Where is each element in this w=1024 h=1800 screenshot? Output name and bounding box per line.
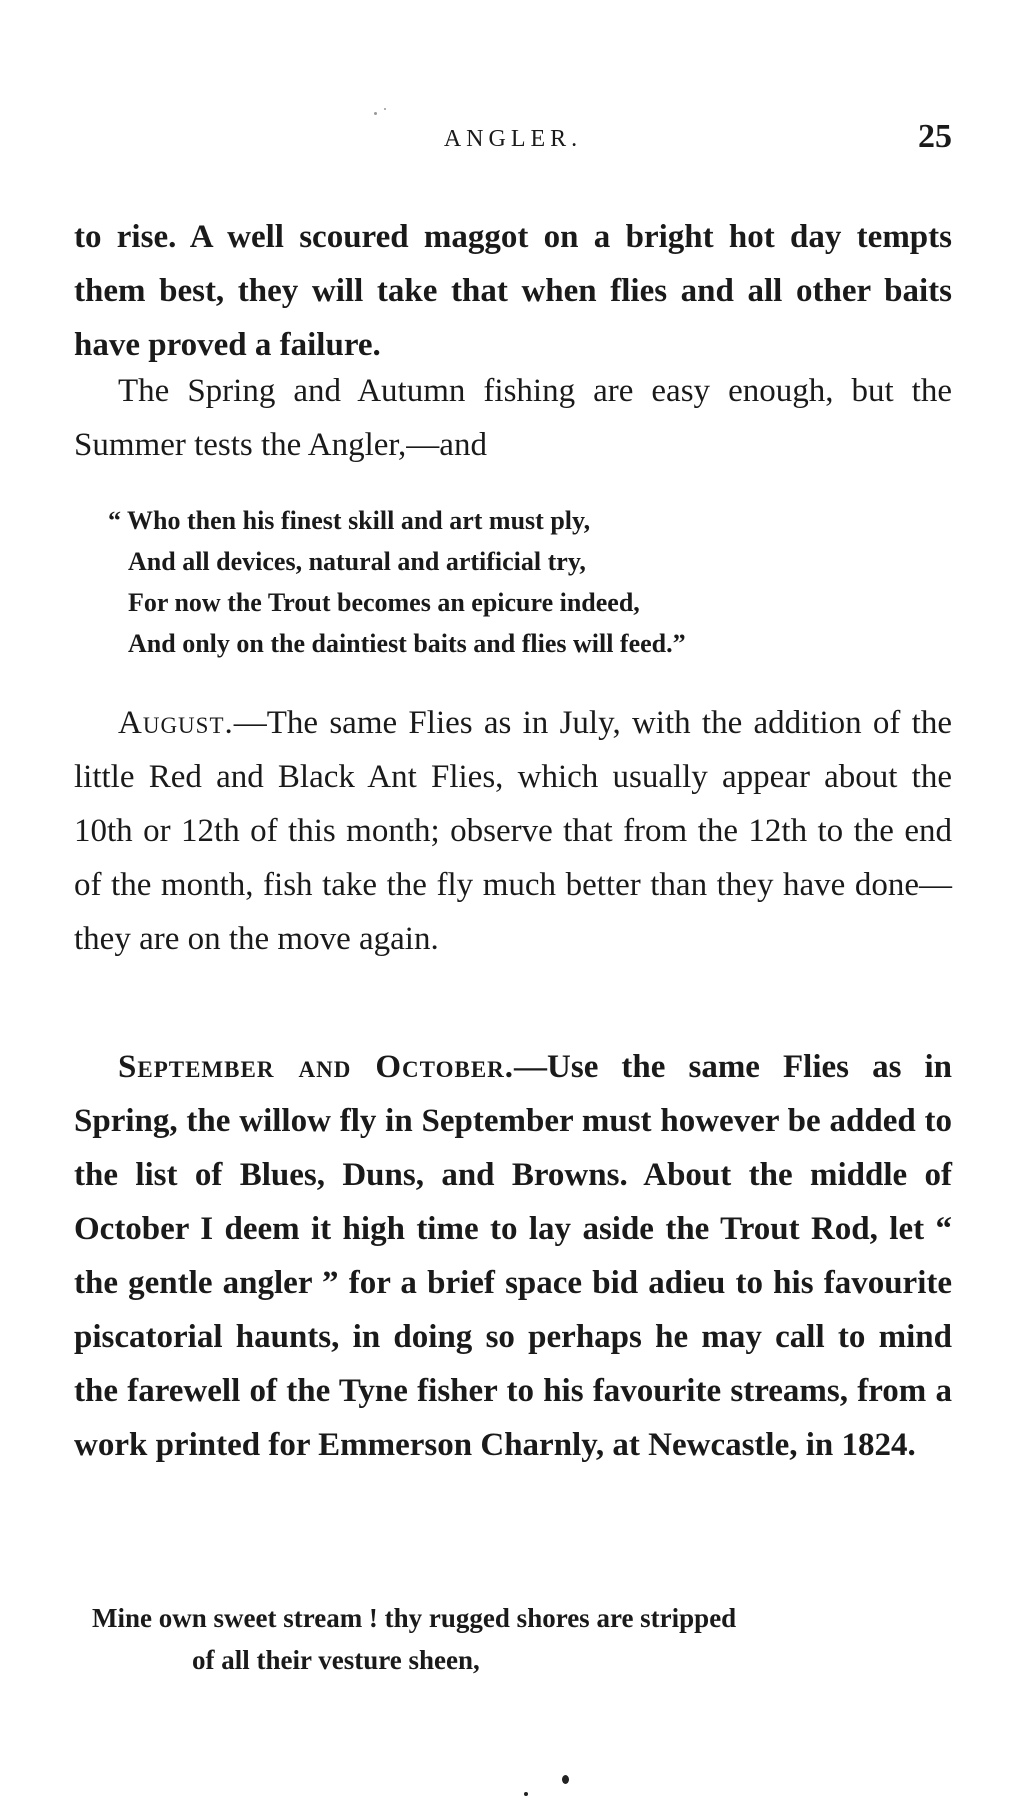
verse-line: For now the Trout becomes an epicure indeed,: [128, 588, 640, 617]
closing-verse-line: of all their vesture sheen,: [192, 1645, 480, 1675]
august-heading: August.: [118, 705, 234, 741]
running-head: [74, 118, 952, 158]
closing-verse-line: Mine own sweet stream ! thy rugged shores are stripped: [92, 1603, 737, 1633]
page-number: 25: [918, 118, 952, 155]
verse-quote: [108, 500, 928, 664]
september-text: —Use the same Flies as in Spring, the willow fly in September must however be added to the list of Blues, Duns, and Browns. About the middle of October I deem it high time to lay aside the Trout Rod, let “ the gentle angler ” for a brief space bid adieu to his favourite piscatorial haunts, in doing so perhaps he may call to mind the farewell of the Tyne fisher to his favourite streams, from a work printed for Emmerson Charnly, at Newcastle, in 1824.: [74, 1049, 953, 1463]
verse-line: “ Who then his finest skill and art must ply,: [108, 506, 591, 535]
paragraph-september-october: [74, 1040, 952, 1472]
running-title: ANGLER.: [443, 126, 583, 152]
ink-speck: [384, 108, 386, 110]
verse-line: And only on the daintiest baits and flies will feed.”: [128, 629, 686, 658]
paragraph-continuation: to rise. A well scoured maggot on a bright hot day tempts them best, they will take that when flies and all other baits have proved a failure.: [74, 219, 952, 363]
september-heading: September and October.: [118, 1049, 515, 1085]
paragraph-summer-fishing: The Spring and Autumn fishing are easy enough, but the Summer tests the Angler,—and: [74, 373, 952, 463]
august-text: —The same Flies as in July, with the addition of the little Red and Black Ant Flies, which usually appear about the 10th or 12th of this month; observe that from the 12th to the end of the month, fish take the fly much better than they have done—they are on the move again.: [74, 705, 952, 957]
verse-line: And all devices, natural and artificial try,: [128, 547, 586, 576]
ink-speck: [562, 1775, 569, 1784]
ink-speck: [374, 112, 377, 115]
ink-speck: [524, 1792, 528, 1796]
paragraph-august: [74, 696, 952, 966]
closing-verse: [92, 1597, 952, 1681]
